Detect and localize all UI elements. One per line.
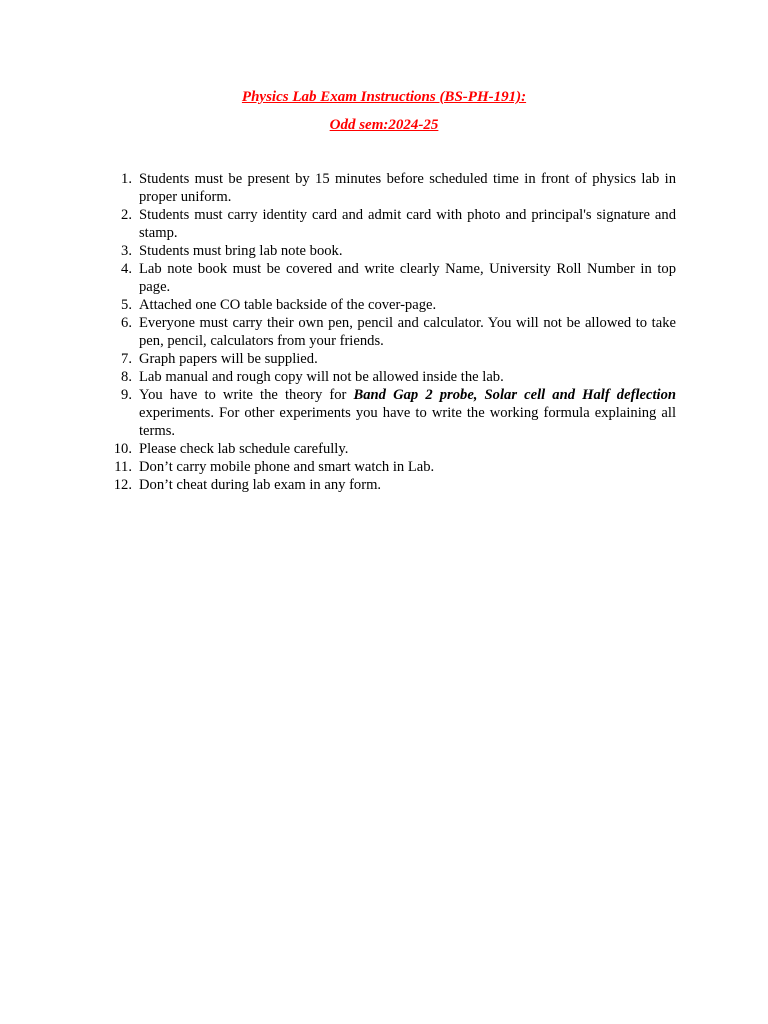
item-text: Don’t carry mobile phone and smart watch in Lab. [139, 459, 435, 475]
item-number: 10. [113, 441, 132, 457]
instruction-item-5 [110, 296, 676, 314]
instruction-item-8 [110, 368, 676, 386]
item-text-after: experiments. For other experiments you have to write the working formula explaining all terms. [139, 405, 676, 439]
item-text: Graph papers will be supplied. [139, 351, 318, 367]
item-text: Attached one CO table backside of the cover-page. [139, 297, 437, 313]
item-number: 4. [121, 261, 132, 277]
item-number: 12. [113, 477, 132, 493]
item-text-emphasis: Band Gap 2 probe, Solar cell and Half deflection [353, 387, 676, 403]
item-number: 9. [121, 387, 132, 403]
instruction-item-2 [110, 206, 676, 242]
instruction-list [110, 170, 676, 494]
item-text-before: You have to write the theory for [139, 387, 354, 403]
instruction-item-1 [110, 170, 676, 206]
item-number: 5. [121, 297, 132, 313]
instruction-item-11 [110, 458, 676, 476]
item-number: 7. [121, 351, 132, 367]
item-number: 2. [121, 207, 132, 223]
document-subtitle: Odd sem:2024-25 [329, 117, 439, 133]
instruction-item-4 [110, 260, 676, 296]
instruction-item-10 [110, 440, 676, 458]
item-text: Students must be present by 15 minutes before scheduled time in front of physics lab in proper uniform. [139, 171, 676, 205]
item-text: Lab manual and rough copy will not be allowed inside the lab. [139, 369, 504, 385]
item-number: 3. [121, 243, 132, 259]
item-text: Students must carry identity card and admit card with photo and principal's signature and stamp. [139, 207, 676, 241]
item-number: 8. [121, 369, 132, 385]
item-number: 6. [121, 315, 132, 331]
item-text: Don’t cheat during lab exam in any form. [139, 477, 382, 493]
instruction-item-7 [110, 350, 676, 368]
item-number: 1. [121, 171, 132, 187]
instruction-item-12 [110, 476, 676, 494]
item-number: 11. [114, 459, 132, 475]
item-text: Lab note book must be covered and write clearly Name, University Roll Number in top page. [139, 261, 676, 295]
instruction-item-6 [110, 314, 676, 350]
item-text: Please check lab schedule carefully. [139, 441, 349, 457]
instruction-item-3 [110, 242, 676, 260]
item-text: Everyone must carry their own pen, pencil and calculator. You will not be allowed to take pen, pencil, calculators from your friends. [139, 315, 676, 349]
item-text: Students must bring lab note book. [139, 243, 343, 259]
instruction-item-9 [110, 386, 676, 440]
document-title: Physics Lab Exam Instructions (BS-PH-191): [241, 89, 527, 105]
